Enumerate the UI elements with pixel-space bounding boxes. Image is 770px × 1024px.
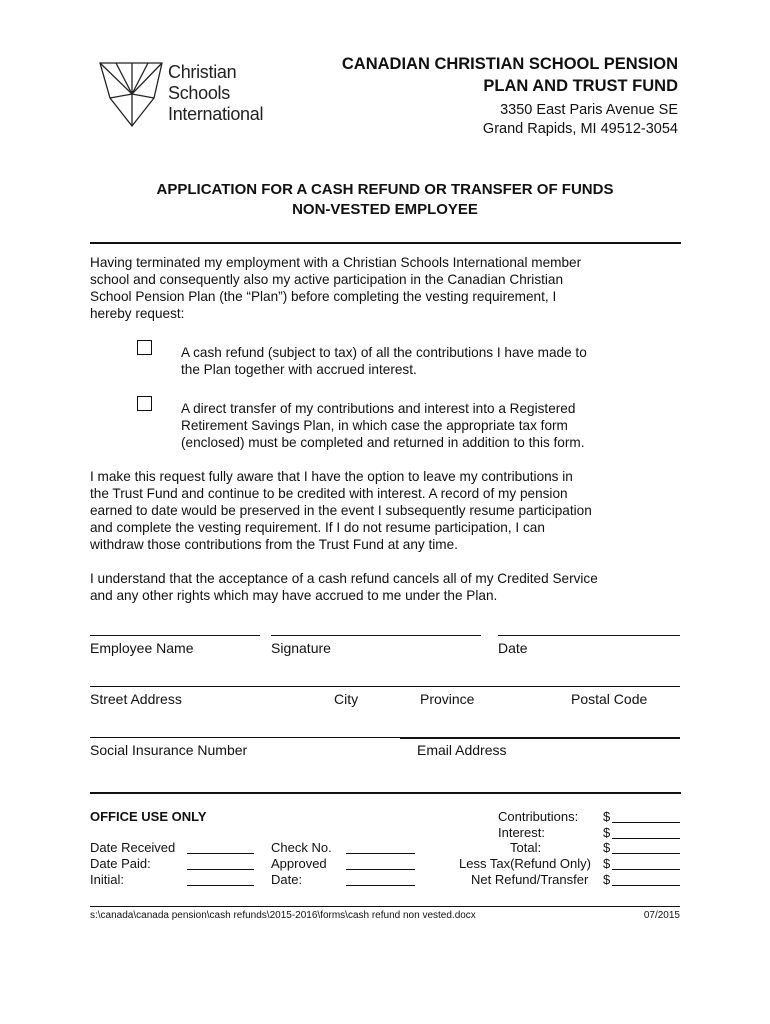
intro-line: Having terminated my employment with a Christian Schools International member	[90, 255, 582, 270]
sin-field[interactable]	[90, 737, 400, 738]
email-field[interactable]	[400, 737, 680, 739]
less-tax-label: Less Tax(Refund Only)	[459, 856, 591, 871]
date-received-label: Date Received	[90, 840, 176, 855]
form-title-line1: APPLICATION FOR A CASH REFUND OR TRANSFER OF FUNDS	[156, 181, 614, 198]
title-divider	[90, 242, 681, 244]
cash-refund-option-text: A cash refund (subject to tax) of all the contributions I have made to	[181, 345, 587, 360]
acknowledgement-line: and complete the vesting requirement. If I do not resume participation, I can	[90, 520, 545, 535]
footer-file-path: s:\canada\canada pension\cash refunds\2015-2016\forms\cash refund non vested.docx	[90, 910, 476, 921]
footer-date: 07/2015	[643, 910, 680, 921]
rrsp-transfer-checkbox[interactable]	[137, 396, 152, 411]
employee-name-field[interactable]	[90, 635, 260, 636]
employee-name-label: Employee Name	[90, 640, 194, 656]
acknowledgement-line: earned to date would be preserved in the event I subsequently resume participation	[90, 503, 592, 518]
total-label: Total:	[510, 840, 542, 855]
dollar-sign: $	[603, 809, 611, 824]
date-paid-label: Date Paid:	[90, 856, 151, 871]
dollar-sign: $	[603, 872, 611, 887]
interest-label: Interest:	[498, 825, 545, 840]
cash-refund-option-text: the Plan together with accrued interest.	[181, 362, 417, 377]
street-address-label: Street Address	[90, 691, 182, 707]
office-divider	[90, 792, 681, 794]
province-label: Province	[420, 691, 475, 707]
logo-text-line1: Christian	[168, 62, 237, 82]
less-tax-field[interactable]	[612, 869, 680, 870]
signature-label: Signature	[271, 640, 331, 656]
intro-line: hereby request:	[90, 306, 185, 321]
acknowledgement-line: I make this request fully aware that I have the option to leave my contributions in	[90, 469, 573, 484]
city-label: City	[334, 691, 359, 707]
net-refund-field[interactable]	[612, 885, 680, 886]
check-no-field[interactable]	[346, 853, 415, 854]
dollar-sign: $	[603, 856, 611, 871]
header-title-line2: PLAN AND TRUST FUND	[483, 77, 678, 95]
logo-mark-icon	[98, 60, 164, 128]
rrsp-transfer-option-text: Retirement Savings Plan, in which case the appropriate tax form	[181, 418, 568, 433]
understanding-line: I understand that the acceptance of a cash refund cancels all of my Credited Service	[90, 571, 598, 586]
interest-field[interactable]	[612, 838, 680, 839]
contributions-field[interactable]	[612, 822, 680, 823]
understanding-line: and any other rights which may have accrued to me under the Plan.	[90, 588, 498, 603]
initial-field[interactable]	[187, 885, 254, 886]
date-field[interactable]	[498, 635, 680, 636]
email-label: Email Address	[417, 742, 507, 758]
intro-line: School Pension Plan (the “Plan”) before completing the vesting requirement, I	[90, 289, 557, 304]
header-address-line2: Grand Rapids, MI 49512-3054	[482, 121, 678, 137]
rrsp-transfer-option-text: A direct transfer of my contributions and interest into a Registered	[181, 401, 576, 416]
cash-refund-checkbox[interactable]	[137, 340, 152, 355]
sin-label: Social Insurance Number	[90, 742, 248, 758]
check-no-label: Check No.	[271, 840, 332, 855]
header-title-line1: CANADIAN CHRISTIAN SCHOOL PENSION	[341, 55, 678, 73]
acknowledgement-line: withdraw those contributions from the Trust Fund at any time.	[90, 537, 458, 552]
date-paid-field[interactable]	[187, 869, 254, 870]
contributions-label: Contributions:	[498, 809, 579, 824]
dollar-sign: $	[603, 825, 611, 840]
rrsp-transfer-option-text: (enclosed) must be completed and returned in addition to this form.	[181, 435, 585, 450]
total-field[interactable]	[612, 853, 680, 854]
initial-label: Initial:	[90, 872, 124, 887]
office-use-heading: OFFICE USE ONLY	[90, 809, 207, 824]
date-received-field[interactable]	[187, 853, 254, 854]
office-date-field[interactable]	[346, 885, 415, 886]
logo	[98, 60, 278, 130]
form-title-line2: NON-VESTED EMPLOYEE	[292, 201, 478, 218]
acknowledgement-line: the Trust Fund and continue to be credited with interest. A record of my pension	[90, 486, 568, 501]
date-label: Date	[498, 640, 528, 656]
approved-label: Approved	[271, 856, 327, 871]
office-date-label: Date:	[271, 872, 303, 887]
approved-field[interactable]	[346, 869, 415, 870]
dollar-sign: $	[603, 840, 611, 855]
address-field[interactable]	[90, 686, 680, 687]
intro-line: school and consequently also my active participation in the Canadian Christian	[90, 272, 564, 287]
logo-text-line3: International	[168, 104, 264, 124]
logo-text-line2: Schools	[168, 83, 230, 103]
header-address-line1: 3350 East Paris Avenue SE	[500, 102, 678, 118]
signature-field[interactable]	[271, 635, 481, 636]
net-refund-label: Net Refund/Transfer	[471, 872, 589, 887]
footer-divider	[90, 906, 680, 907]
postal-code-label: Postal Code	[571, 691, 648, 707]
